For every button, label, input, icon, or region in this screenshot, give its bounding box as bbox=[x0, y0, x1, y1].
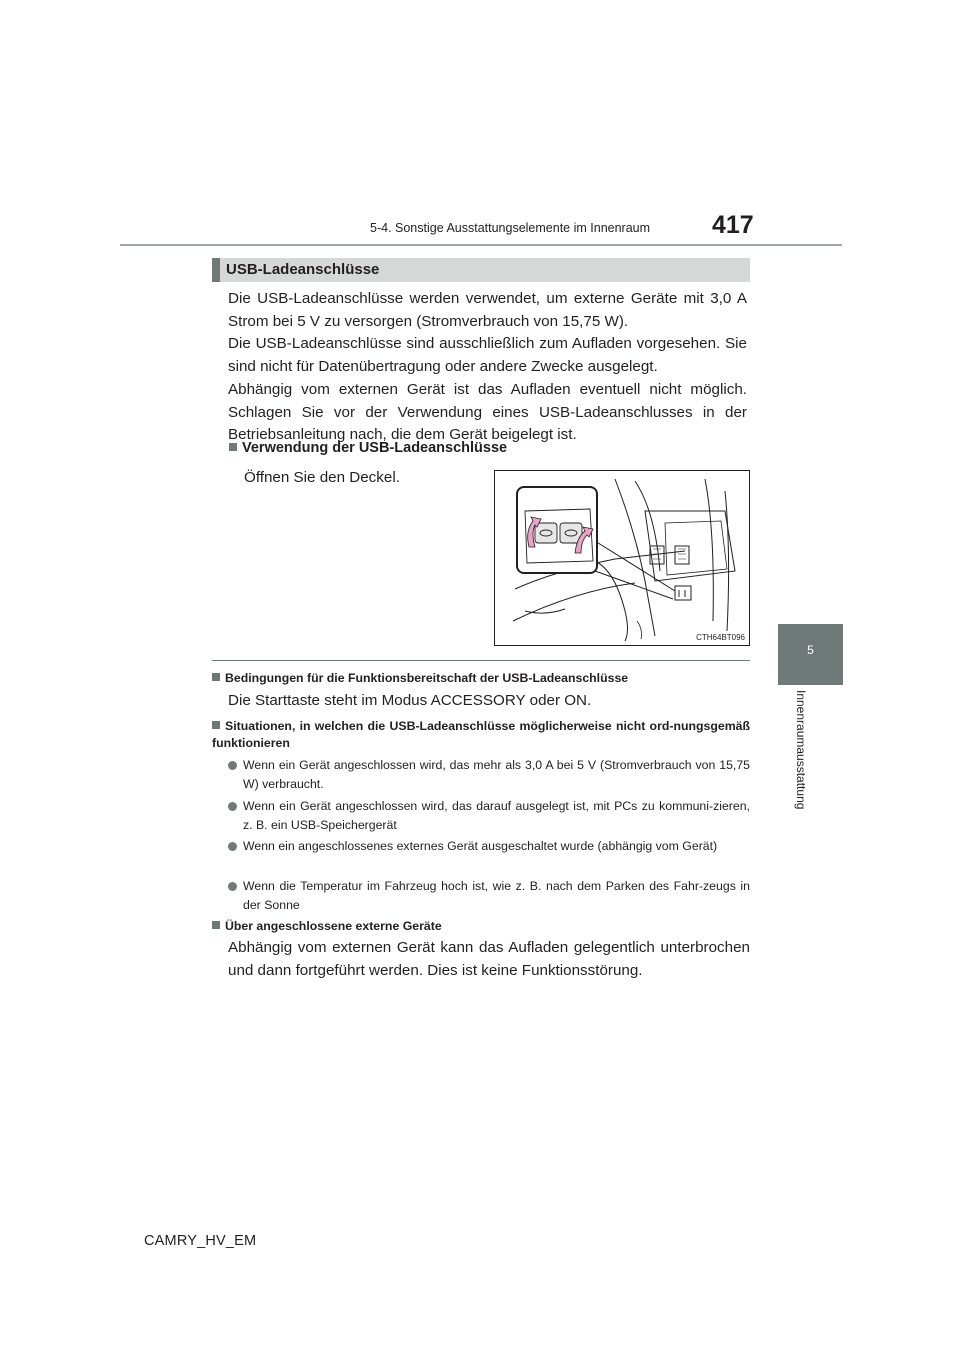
conditions-heading-text: Bedingungen für die Funktionsbereitschaft der USB-Ladeanschlüsse bbox=[225, 671, 629, 685]
conditions-text: Die Starttaste steht im Modus ACCESSORY oder ON. bbox=[228, 692, 592, 709]
intro-paragraph: Die USB-Ladeanschlüsse werden verwendet, um externe Geräte mit 3,0 A Strom bei 5 V zu versorgen (Stromverbrauch von 15,75 W). bbox=[228, 290, 747, 330]
intro-paragraph: Abhängig vom externen Gerät ist das Aufladen eventuell nicht möglich. Schlagen Sie vor der Verwendung eines USB-Ladeanschlusses in der Betriebsanleitung nach, die dem Gerät beigelegt ist. bbox=[228, 380, 747, 444]
situation-text: Wenn ein Gerät angeschlossen wird, das darauf ausgelegt ist, mit PCs zu kommuni-zieren, z. B. ein USB-Speichergerät bbox=[243, 799, 750, 832]
external-text: Abhängig vom externen Gerät kann das Aufladen gelegentlich unterbrochen und dann fortgeführt werden. Dies ist keine Funktionsstörung. bbox=[228, 939, 750, 979]
header-divider bbox=[120, 244, 842, 246]
external-heading-text: Über angeschlossene externe Geräte bbox=[225, 919, 442, 933]
situations-heading-text: Situationen, in welchen die USB-Ladeanschlüsse möglicherweise nicht ord-nungsgemäß funktionieren bbox=[212, 719, 750, 750]
square-bullet-icon bbox=[212, 921, 220, 929]
situation-item bbox=[243, 877, 750, 914]
situation-item bbox=[243, 797, 750, 834]
section-accent bbox=[212, 258, 220, 282]
intro-text bbox=[228, 288, 747, 447]
usage-step: Öffnen Sie den Deckel. bbox=[244, 469, 400, 486]
document-code: CAMRY_HV_EM bbox=[144, 1233, 257, 1249]
chapter-tab bbox=[778, 624, 843, 685]
square-bullet-icon bbox=[212, 721, 220, 729]
situation-item bbox=[243, 837, 750, 856]
section-title: USB-Ladeanschlüsse bbox=[226, 261, 380, 278]
breadcrumb: 5-4. Sonstige Ausstattungselemente im Innenraum bbox=[370, 221, 651, 235]
round-bullet-icon bbox=[228, 882, 237, 891]
intro-paragraph: Die USB-Ladeanschlüsse sind ausschließlich zum Aufladen vorgesehen. Sie sind nicht für Datenübertragung oder andere Zwecke ausgelegt. bbox=[228, 335, 747, 376]
console-drawing bbox=[495, 471, 749, 645]
situation-text: Wenn die Temperatur im Fahrzeug hoch ist, wie z. B. nach dem Parken des Fahr-zeugs in der Sonne bbox=[243, 879, 750, 912]
usb-port-illustration bbox=[494, 470, 750, 646]
situations-heading bbox=[212, 718, 750, 752]
chapter-number: 5 bbox=[807, 643, 814, 657]
usage-heading bbox=[229, 440, 507, 456]
usage-heading-text: Verwendung der USB-Ladeanschlüsse bbox=[242, 440, 508, 456]
section-heading-bar bbox=[212, 258, 750, 282]
round-bullet-icon bbox=[228, 761, 237, 770]
chapter-label: Innenraumausstattung bbox=[794, 690, 808, 810]
square-bullet-icon bbox=[229, 443, 237, 451]
situation-text: Wenn ein angeschlossenes externes Gerät ausgeschaltet wurde (abhängig vom Gerät) bbox=[243, 839, 718, 853]
situation-text: Wenn ein Gerät angeschlossen wird, das mehr als 3,0 A bei 5 V (Stromverbrauch von 15,75 W) verbraucht. bbox=[243, 758, 750, 791]
notes-divider bbox=[212, 660, 750, 661]
square-bullet-icon bbox=[212, 673, 220, 681]
page-number: 417 bbox=[712, 211, 754, 239]
external-heading bbox=[212, 918, 750, 935]
conditions-heading bbox=[212, 670, 750, 687]
round-bullet-icon bbox=[228, 842, 237, 851]
situation-item bbox=[243, 756, 750, 793]
round-bullet-icon bbox=[228, 802, 237, 811]
figure-id: CTH64BT096 bbox=[696, 633, 745, 642]
